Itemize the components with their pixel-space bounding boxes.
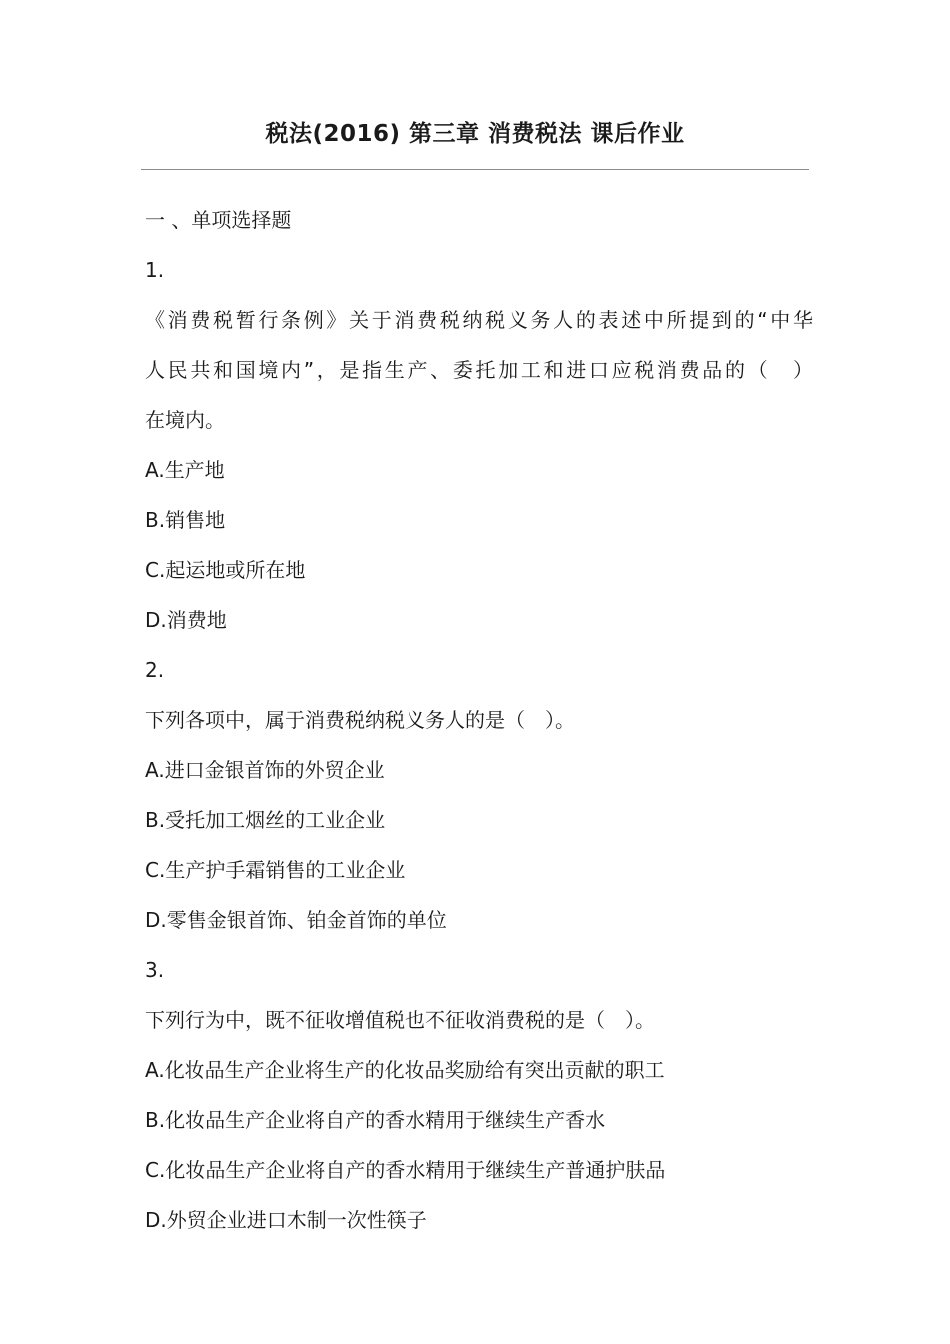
- question-stem-line: 下列各项中，属于消费税纳税义务人的是（ ）。: [145, 708, 575, 732]
- question-stem-line: 下列行为中，既不征收增值税也不征收消费税的是（ ）。: [145, 1008, 655, 1032]
- answer-option: B.化妆品生产企业将自产的香水精用于继续生产香水: [145, 1108, 606, 1132]
- document-title: 税法(2016) 第三章 消费税法 课后作业: [265, 121, 685, 147]
- section-heading: 一 、单项选择题: [145, 208, 292, 232]
- answer-option: C.生产护手霜销售的工业企业: [145, 858, 406, 882]
- title-divider: [141, 169, 809, 170]
- answer-option: D.零售金银首饰、铂金首饰的单位: [145, 908, 447, 932]
- answer-option: A.进口金银首饰的外贸企业: [145, 758, 385, 782]
- answer-option: D.消费地: [145, 608, 227, 632]
- question-stem-line: 人民共和国境内”，是指生产、委托加工和进口应税消费品的（ ）: [145, 358, 813, 382]
- answer-option: A.化妆品生产企业将生产的化妆品奖励给有突出贡献的职工: [145, 1058, 665, 1082]
- question-number: 3.: [145, 958, 165, 982]
- question-stem-line: 《消费税暂行条例》关于消费税纳税义务人的表述中所提到的“中华: [145, 308, 813, 332]
- question-number: 1.: [145, 258, 165, 282]
- question-stem-line: 在境内。: [145, 408, 225, 432]
- answer-option: A.生产地: [145, 458, 225, 482]
- answer-option: D.外贸企业进口木制一次性筷子: [145, 1208, 427, 1232]
- answer-option: C.起运地或所在地: [145, 558, 306, 582]
- question-number: 2.: [145, 658, 165, 682]
- document-body: [145, 195, 813, 1245]
- answer-option: B.受托加工烟丝的工业企业: [145, 808, 386, 832]
- answer-option: C.化妆品生产企业将自产的香水精用于继续生产普通护肤品: [145, 1158, 666, 1182]
- answer-option: B.销售地: [145, 508, 226, 532]
